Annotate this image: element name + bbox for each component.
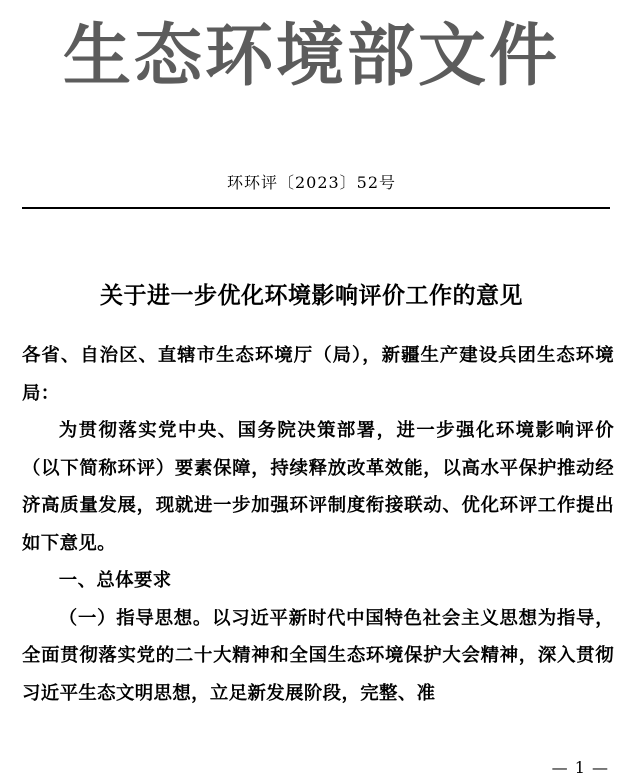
document-body [22, 337, 614, 712]
salutation: 各省、自治区、直辖市生态环境厅（局），新疆生产建设兵团生态环境局： [22, 345, 614, 404]
intro-paragraph: 为贯彻落实党中央、国务院决策部署，进一步强化环境影响评价（以下简称环评）要素保障，持续释放改革效能，以高水平保护推动经济高质量发展，现就进一步加强环评制度衔接联动、优化环评工作提出如下意见。 [22, 420, 614, 554]
document-title: 关于进一步优化环境影响评价工作的意见 [100, 283, 523, 309]
section-heading: 一、总体要求 [58, 570, 172, 591]
page-number: — 1 — [551, 758, 609, 777]
issuing-authority-header: 生态环境部文件 [62, 17, 560, 96]
header-divider [22, 207, 610, 209]
subsection-text: 以习近平新时代中国特色社会主义思想为指导，全面贯彻落实党的二十大精神和全国生态环境保护大会精神，深入贯彻习近平生态文明思想，立足新发展阶段，完整、准 [22, 607, 614, 704]
subsection-paragraph [22, 600, 614, 713]
document-number: 环环评〔2023〕52号 [226, 173, 397, 192]
subsection-heading: （一）指导思想。 [58, 607, 213, 629]
